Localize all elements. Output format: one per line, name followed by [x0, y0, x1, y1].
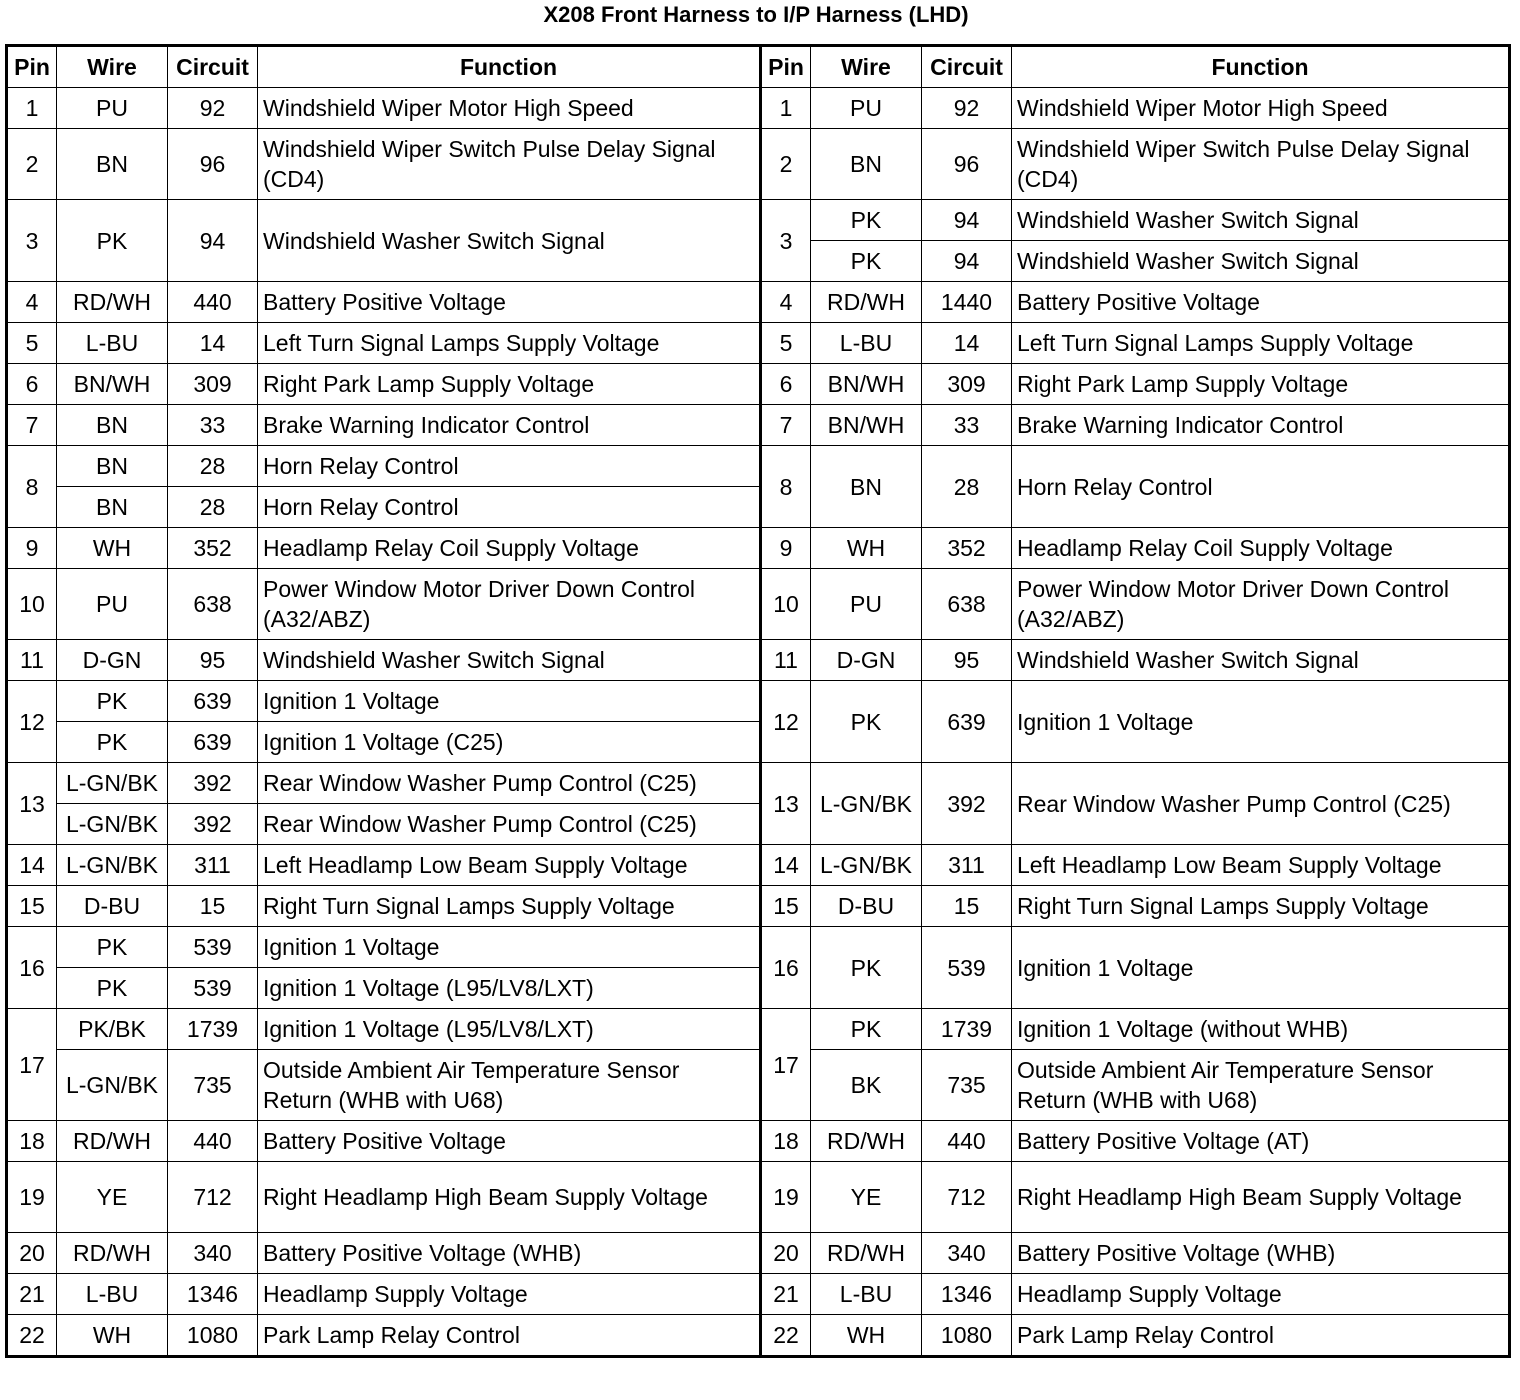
pin-cell: 6: [7, 364, 57, 405]
pin-cell: 21: [761, 1274, 811, 1315]
table-row: [7, 927, 1510, 968]
wire-cell: D-BU: [57, 886, 168, 927]
pin-cell: 4: [761, 282, 811, 323]
header-wire-left: Wire: [57, 46, 168, 88]
wire-cell: WH: [57, 1315, 168, 1357]
function-cell: Left Turn Signal Lamps Supply Voltage: [1012, 323, 1510, 364]
circuit-cell: 1739: [922, 1009, 1012, 1050]
wire-cell: BN: [811, 446, 922, 528]
wire-cell: WH: [57, 528, 168, 569]
pin-cell: 19: [7, 1162, 57, 1233]
pin-cell: 17: [7, 1009, 57, 1121]
function-cell: Ignition 1 Voltage (L95/LV8/LXT): [258, 968, 761, 1009]
pin-cell: 8: [761, 446, 811, 528]
circuit-cell: 1346: [922, 1274, 1012, 1315]
wire-cell: PU: [811, 569, 922, 640]
function-cell: Left Turn Signal Lamps Supply Voltage: [258, 323, 761, 364]
pin-cell: 7: [761, 405, 811, 446]
circuit-cell: 712: [168, 1162, 258, 1233]
function-cell: Park Lamp Relay Control: [1012, 1315, 1510, 1357]
wire-cell: L-GN/BK: [811, 763, 922, 845]
circuit-cell: 440: [168, 1121, 258, 1162]
pin-cell: 18: [761, 1121, 811, 1162]
function-cell: Windshield Wiper Switch Pulse Delay Signal (CD4): [258, 129, 761, 200]
header-function-left: Function: [258, 46, 761, 88]
wire-cell: YE: [57, 1162, 168, 1233]
pin-cell: 1: [7, 88, 57, 129]
circuit-cell: 15: [922, 886, 1012, 927]
circuit-cell: 311: [922, 845, 1012, 886]
function-cell: Outside Ambient Air Temperature Sensor Return (WHB with U68): [258, 1050, 761, 1121]
circuit-cell: 1080: [922, 1315, 1012, 1357]
function-cell: Right Turn Signal Lamps Supply Voltage: [1012, 886, 1510, 927]
table-header-row: [7, 46, 1510, 88]
table-row: [7, 1315, 1510, 1357]
function-cell: Horn Relay Control: [1012, 446, 1510, 528]
function-cell: Horn Relay Control: [258, 487, 761, 528]
wire-cell: L-GN/BK: [811, 845, 922, 886]
wire-cell: D-GN: [57, 640, 168, 681]
pin-cell: 3: [761, 200, 811, 282]
function-cell: Power Window Motor Driver Down Control (A32/ABZ): [1012, 569, 1510, 640]
circuit-cell: 94: [168, 200, 258, 282]
wire-cell: BN/WH: [57, 364, 168, 405]
function-cell: Rear Window Washer Pump Control (C25): [1012, 763, 1510, 845]
pin-cell: 10: [761, 569, 811, 640]
function-cell: Windshield Wiper Switch Pulse Delay Signal (CD4): [1012, 129, 1510, 200]
wire-cell: PK/BK: [57, 1009, 168, 1050]
wire-cell: BN/WH: [811, 364, 922, 405]
table-row: [7, 1050, 1510, 1121]
pin-cell: 8: [7, 446, 57, 528]
pin-cell: 15: [761, 886, 811, 927]
function-cell: Windshield Washer Switch Signal: [258, 200, 761, 282]
function-cell: Left Headlamp Low Beam Supply Voltage: [258, 845, 761, 886]
function-cell: Battery Positive Voltage: [1012, 282, 1510, 323]
wire-cell: WH: [811, 528, 922, 569]
pin-cell: 11: [761, 640, 811, 681]
circuit-cell: 712: [922, 1162, 1012, 1233]
circuit-cell: 15: [168, 886, 258, 927]
pin-cell: 18: [7, 1121, 57, 1162]
circuit-cell: 392: [168, 804, 258, 845]
function-cell: Ignition 1 Voltage: [258, 927, 761, 968]
table-row: [7, 1009, 1510, 1050]
wire-cell: L-GN/BK: [57, 1050, 168, 1121]
table-row: [7, 681, 1510, 722]
circuit-cell: 352: [922, 528, 1012, 569]
pin-cell: 1: [761, 88, 811, 129]
wire-cell: PK: [57, 927, 168, 968]
function-cell: Park Lamp Relay Control: [258, 1315, 761, 1357]
circuit-cell: 638: [168, 569, 258, 640]
function-cell: Windshield Washer Switch Signal: [1012, 241, 1510, 282]
pin-cell: 9: [761, 528, 811, 569]
pin-cell: 20: [7, 1233, 57, 1274]
pin-cell: 22: [761, 1315, 811, 1357]
pin-cell: 20: [761, 1233, 811, 1274]
pin-cell: 12: [761, 681, 811, 763]
wire-cell: BN: [57, 446, 168, 487]
table-body: [7, 88, 1510, 1357]
circuit-cell: 340: [922, 1233, 1012, 1274]
circuit-cell: 1080: [168, 1315, 258, 1357]
circuit-cell: 14: [922, 323, 1012, 364]
table-row: [7, 763, 1510, 804]
header-pin-left: Pin: [7, 46, 57, 88]
document-title: X208 Front Harness to I/P Harness (LHD): [543, 2, 969, 27]
pin-cell: 17: [761, 1009, 811, 1121]
pin-cell: 13: [761, 763, 811, 845]
circuit-cell: 92: [168, 88, 258, 129]
pin-cell: 13: [7, 763, 57, 845]
header-pin-right: Pin: [761, 46, 811, 88]
wire-cell: L-BU: [811, 1274, 922, 1315]
wire-cell: PU: [57, 569, 168, 640]
function-cell: Ignition 1 Voltage (without WHB): [1012, 1009, 1510, 1050]
wire-cell: L-GN/BK: [57, 763, 168, 804]
pin-cell: 19: [761, 1162, 811, 1233]
wire-cell: D-GN: [811, 640, 922, 681]
function-cell: Battery Positive Voltage (WHB): [1012, 1233, 1510, 1274]
wire-cell: L-GN/BK: [57, 804, 168, 845]
table-row: [7, 129, 1510, 200]
wire-cell: BN: [57, 405, 168, 446]
wire-cell: RD/WH: [57, 282, 168, 323]
function-cell: Windshield Wiper Motor High Speed: [1012, 88, 1510, 129]
function-cell: Headlamp Relay Coil Supply Voltage: [258, 528, 761, 569]
circuit-cell: 392: [922, 763, 1012, 845]
circuit-cell: 340: [168, 1233, 258, 1274]
wire-cell: BN: [57, 487, 168, 528]
circuit-cell: 1346: [168, 1274, 258, 1315]
function-cell: Rear Window Washer Pump Control (C25): [258, 804, 761, 845]
circuit-cell: 352: [168, 528, 258, 569]
function-cell: Right Turn Signal Lamps Supply Voltage: [258, 886, 761, 927]
header-function-right: Function: [1012, 46, 1510, 88]
function-cell: Right Park Lamp Supply Voltage: [258, 364, 761, 405]
circuit-cell: 1440: [922, 282, 1012, 323]
pin-cell: 2: [7, 129, 57, 200]
function-cell: Windshield Washer Switch Signal: [258, 640, 761, 681]
function-cell: Ignition 1 Voltage: [258, 681, 761, 722]
pin-cell: 14: [761, 845, 811, 886]
function-cell: Right Park Lamp Supply Voltage: [1012, 364, 1510, 405]
table-row: [7, 282, 1510, 323]
wire-cell: BN/WH: [811, 405, 922, 446]
wire-cell: RD/WH: [811, 282, 922, 323]
circuit-cell: 94: [922, 241, 1012, 282]
function-cell: Headlamp Supply Voltage: [1012, 1274, 1510, 1315]
wire-cell: PK: [57, 722, 168, 763]
circuit-cell: 96: [922, 129, 1012, 200]
circuit-cell: 638: [922, 569, 1012, 640]
pin-cell: 5: [7, 323, 57, 364]
function-cell: Power Window Motor Driver Down Control (A32/ABZ): [258, 569, 761, 640]
circuit-cell: 92: [922, 88, 1012, 129]
circuit-cell: 28: [922, 446, 1012, 528]
table-row: [7, 845, 1510, 886]
circuit-cell: 735: [922, 1050, 1012, 1121]
function-cell: Windshield Wiper Motor High Speed: [258, 88, 761, 129]
pin-cell: 3: [7, 200, 57, 282]
function-cell: Right Headlamp High Beam Supply Voltage: [258, 1162, 761, 1233]
circuit-cell: 1739: [168, 1009, 258, 1050]
wire-cell: PK: [811, 200, 922, 241]
header-circuit-left: Circuit: [168, 46, 258, 88]
circuit-cell: 440: [168, 282, 258, 323]
function-cell: Right Headlamp High Beam Supply Voltage: [1012, 1162, 1510, 1233]
function-cell: Headlamp Relay Coil Supply Voltage: [1012, 528, 1510, 569]
circuit-cell: 28: [168, 487, 258, 528]
table-row: [7, 200, 1510, 241]
circuit-cell: 33: [922, 405, 1012, 446]
circuit-cell: 735: [168, 1050, 258, 1121]
circuit-cell: 309: [168, 364, 258, 405]
wire-cell: RD/WH: [57, 1233, 168, 1274]
connector-pinout-table: [5, 44, 1511, 1358]
circuit-cell: 539: [168, 968, 258, 1009]
wire-cell: PK: [57, 200, 168, 282]
function-cell: Battery Positive Voltage: [258, 1121, 761, 1162]
pin-cell: 4: [7, 282, 57, 323]
pin-cell: 14: [7, 845, 57, 886]
table-row: [7, 1162, 1510, 1233]
table-row: [7, 1233, 1510, 1274]
function-cell: Battery Positive Voltage: [258, 282, 761, 323]
circuit-cell: 95: [922, 640, 1012, 681]
wire-cell: PK: [57, 681, 168, 722]
wire-cell: RD/WH: [811, 1121, 922, 1162]
pin-cell: 11: [7, 640, 57, 681]
pin-cell: 6: [761, 364, 811, 405]
function-cell: Battery Positive Voltage (AT): [1012, 1121, 1510, 1162]
circuit-cell: 539: [168, 927, 258, 968]
pin-cell: 15: [7, 886, 57, 927]
table-row: [7, 640, 1510, 681]
function-cell: Brake Warning Indicator Control: [1012, 405, 1510, 446]
wire-cell: BN: [57, 129, 168, 200]
wire-cell: L-BU: [57, 323, 168, 364]
pin-cell: 12: [7, 681, 57, 763]
circuit-cell: 639: [168, 722, 258, 763]
wire-cell: PK: [811, 681, 922, 763]
circuit-cell: 440: [922, 1121, 1012, 1162]
circuit-cell: 95: [168, 640, 258, 681]
wire-cell: WH: [811, 1315, 922, 1357]
wire-cell: BK: [811, 1050, 922, 1121]
header-circuit-right: Circuit: [922, 46, 1012, 88]
table-row: [7, 446, 1510, 487]
wire-cell: BN: [811, 129, 922, 200]
circuit-cell: 96: [168, 129, 258, 200]
function-cell: Rear Window Washer Pump Control (C25): [258, 763, 761, 804]
function-cell: Ignition 1 Voltage: [1012, 681, 1510, 763]
function-cell: Outside Ambient Air Temperature Sensor Return (WHB with U68): [1012, 1050, 1510, 1121]
function-cell: Ignition 1 Voltage (L95/LV8/LXT): [258, 1009, 761, 1050]
wire-cell: PK: [811, 1009, 922, 1050]
wire-cell: RD/WH: [57, 1121, 168, 1162]
wire-cell: L-BU: [811, 323, 922, 364]
wire-cell: PK: [57, 968, 168, 1009]
circuit-cell: 639: [922, 681, 1012, 763]
table-row: [7, 88, 1510, 129]
circuit-cell: 539: [922, 927, 1012, 1009]
function-cell: Headlamp Supply Voltage: [258, 1274, 761, 1315]
function-cell: Windshield Washer Switch Signal: [1012, 200, 1510, 241]
wire-cell: D-BU: [811, 886, 922, 927]
table-row: [7, 364, 1510, 405]
table-row: [7, 886, 1510, 927]
pin-cell: 9: [7, 528, 57, 569]
function-cell: Left Headlamp Low Beam Supply Voltage: [1012, 845, 1510, 886]
function-cell: Ignition 1 Voltage: [1012, 927, 1510, 1009]
function-cell: Battery Positive Voltage (WHB): [258, 1233, 761, 1274]
wire-cell: YE: [811, 1162, 922, 1233]
pin-cell: 7: [7, 405, 57, 446]
wire-cell: L-GN/BK: [57, 845, 168, 886]
wire-cell: RD/WH: [811, 1233, 922, 1274]
pin-cell: 5: [761, 323, 811, 364]
pin-cell: 16: [7, 927, 57, 1009]
function-cell: Horn Relay Control: [258, 446, 761, 487]
wire-cell: PU: [57, 88, 168, 129]
pin-cell: 2: [761, 129, 811, 200]
wire-cell: L-BU: [57, 1274, 168, 1315]
pin-cell: 21: [7, 1274, 57, 1315]
table-row: [7, 1274, 1510, 1315]
function-cell: Ignition 1 Voltage (C25): [258, 722, 761, 763]
function-cell: Windshield Washer Switch Signal: [1012, 640, 1510, 681]
table-row: [7, 569, 1510, 640]
circuit-cell: 28: [168, 446, 258, 487]
pin-cell: 16: [761, 927, 811, 1009]
table-row: [7, 405, 1510, 446]
wire-cell: PU: [811, 88, 922, 129]
function-cell: Brake Warning Indicator Control: [258, 405, 761, 446]
table-row: [7, 1121, 1510, 1162]
circuit-cell: 94: [922, 200, 1012, 241]
header-wire-right: Wire: [811, 46, 922, 88]
circuit-cell: 639: [168, 681, 258, 722]
circuit-cell: 309: [922, 364, 1012, 405]
wire-cell: PK: [811, 927, 922, 1009]
pin-cell: 22: [7, 1315, 57, 1357]
circuit-cell: 14: [168, 323, 258, 364]
table-row: [7, 323, 1510, 364]
circuit-cell: 311: [168, 845, 258, 886]
circuit-cell: 33: [168, 405, 258, 446]
pin-cell: 10: [7, 569, 57, 640]
wire-cell: PK: [811, 241, 922, 282]
circuit-cell: 392: [168, 763, 258, 804]
table-row: [7, 528, 1510, 569]
